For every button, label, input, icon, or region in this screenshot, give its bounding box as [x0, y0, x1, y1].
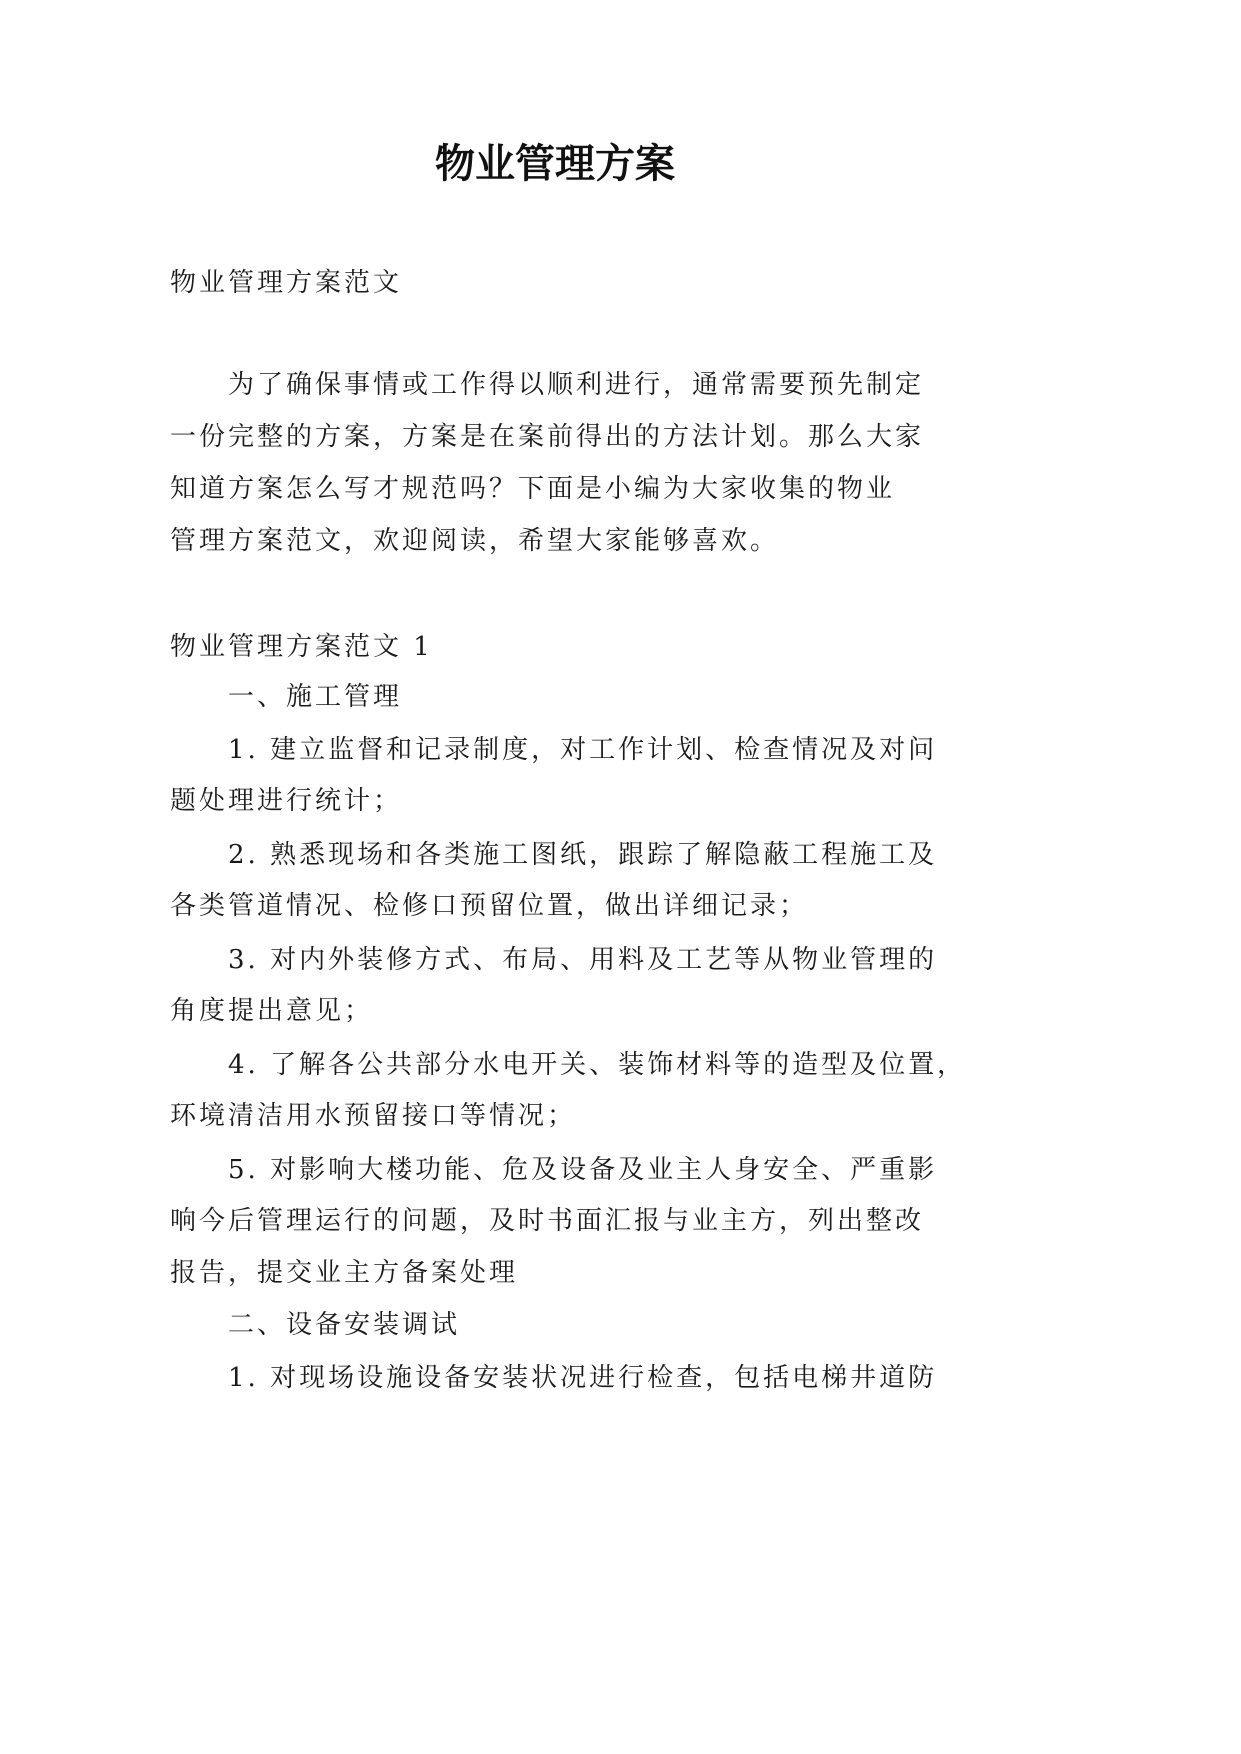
document-title: 物业管理方案 — [435, 141, 675, 187]
list-item-line: 环境清洁用水预留接口等情况； — [170, 1101, 577, 1131]
section-title: 物业管理方案范文 1 — [170, 632, 433, 662]
intro-line: 知道方案怎么写才规范吗？下面是小编为大家收集的物业 — [170, 474, 896, 504]
list-item-line: 4. 了解各公共部分水电开关、装饰材料等的造型及位置， — [228, 1050, 967, 1080]
list-item-line: 1. 建立监督和记录制度，对工作计划、检查情况及对问 — [228, 735, 938, 765]
intro-line: 管理方案范文，欢迎阅读，希望大家能够喜欢。 — [170, 526, 780, 556]
list-item-line: 3. 对内外装修方式、布局、用料及工艺等从物业管理的 — [228, 945, 938, 975]
list-item-line: 题处理进行统计； — [170, 786, 403, 816]
list-item-line: 报告，提交业主方备案处理 — [170, 1258, 519, 1288]
list-item-line: 各类管道情况、检修口预留位置，做出详细记录； — [170, 891, 809, 921]
list-item-line: 1. 对现场设施设备安装状况进行检查，包括电梯井道防 — [228, 1363, 938, 1393]
intro-line: 一份完整的方案，方案是在案前得出的方法计划。那么大家 — [170, 422, 925, 452]
list-item-line: 响今后管理运行的问题，及时书面汇报与业主方，列出整改 — [170, 1206, 925, 1236]
subtitle: 物业管理方案范文 — [170, 268, 403, 298]
part1-heading: 一、施工管理 — [228, 682, 403, 712]
list-item-line: 角度提出意见； — [170, 996, 374, 1026]
list-item-line: 5. 对影响大楼功能、危及设备及业主人身安全、严重影 — [228, 1155, 938, 1185]
intro-line: 为了确保事情或工作得以顺利进行，通常需要预先制定 — [228, 370, 925, 400]
list-item-line: 2. 熟悉现场和各类施工图纸，跟踪了解隐蔽工程施工及 — [228, 840, 938, 870]
part2-heading: 二、设备安装调试 — [228, 1310, 461, 1340]
